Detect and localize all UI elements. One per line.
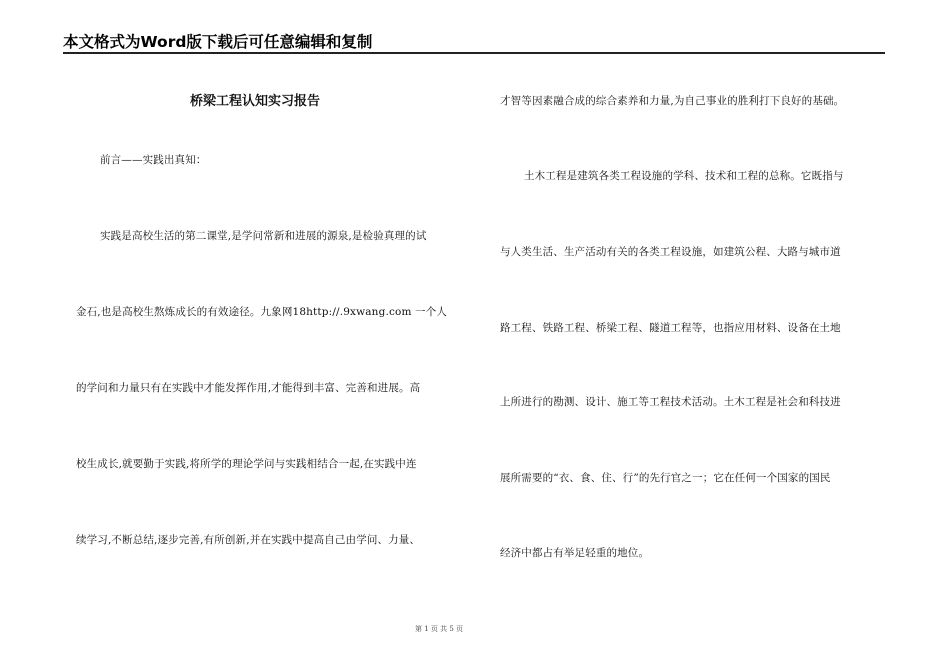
- left-line-3: 的学问和力量只有在实践中才能发挥作用,才能得到丰富、完善和进展。高: [76, 382, 421, 394]
- document-header-banner: 本文格式为Word版下载后可任意编辑和复制: [63, 33, 373, 51]
- document-title: 桥梁工程认知实习报告: [190, 94, 321, 109]
- right-line-0: 才智等因素融合成的综合素养和力量,为自己事业的胜利打下良好的基础。: [500, 95, 845, 107]
- right-line-5: 展所需要的“衣、食、住、行”的先行官之一；它在任何一个国家的国民: [500, 472, 831, 484]
- left-line-5: 续学习,不断总结,逐步完善,有所创新,并在实践中提高自己由学问、力量、: [76, 534, 421, 546]
- right-line-6: 经济中都占有举足轻重的地位。: [500, 547, 650, 559]
- header-divider: [63, 52, 885, 54]
- right-line-4: 上所进行的勘测、设计、施工等工程技术活动。土木工程是社会和科技进: [500, 396, 841, 408]
- right-line-1: 土木工程是建筑各类工程设施的学科、技术和工程的总称。它既指与: [524, 170, 844, 182]
- right-line-3: 路工程、铁路工程、桥梁工程、隧道工程等，也指应用材料、设备在土地: [500, 322, 841, 334]
- right-line-2: 与人类生活、生产活动有关的各类工程设施，如建筑公程、大路与城市道: [500, 246, 841, 258]
- left-line-4: 校生成长,就要勤于实践,将所学的理论学问与实践相结合一起,在实践中连: [76, 458, 417, 470]
- left-line-2: 金石,也是高校生熬炼成长的有效途径。九象网18http://.9xwang.com 一个人: [76, 306, 447, 318]
- left-line-0: 前言——实践出真知：: [100, 154, 207, 166]
- left-line-1: 实践是高校生活的第二课堂,是学问常新和进展的源泉,是检验真理的试: [100, 230, 427, 242]
- page-number: 第 1 页 共 5 页: [415, 625, 464, 633]
